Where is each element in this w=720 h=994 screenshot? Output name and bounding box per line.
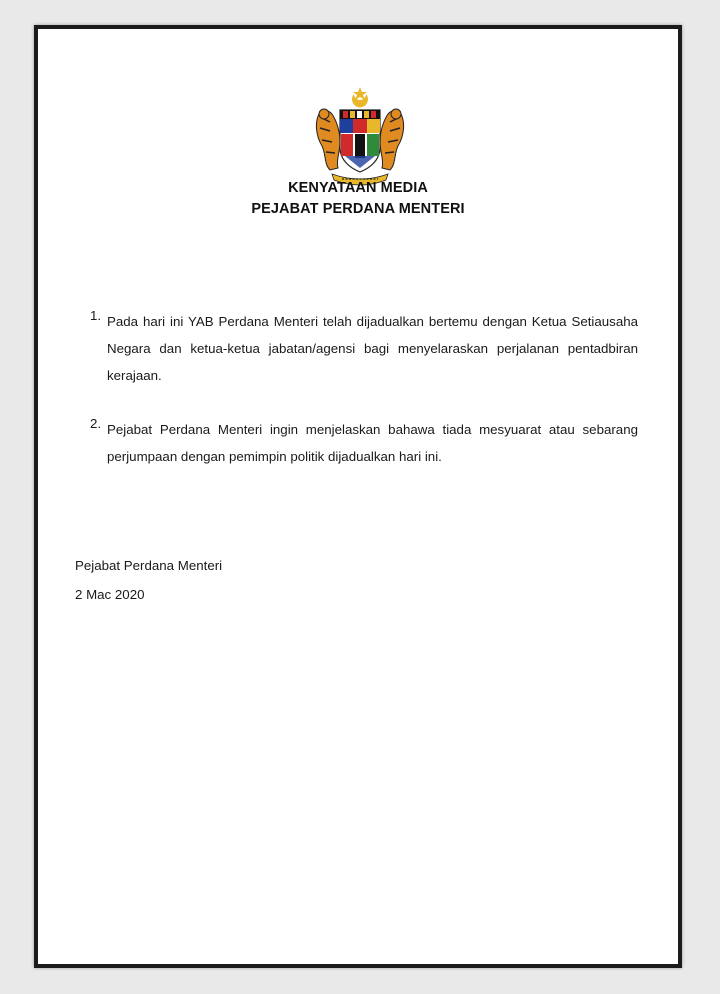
paragraph-1 [90,308,638,389]
paragraph-text: Pada hari ini YAB Perdana Menteri telah dijadualkan bertemu dengan Ketua Setiausaha Negara dan ketua-ketua jabatan/agensi bagi menyelaraskan perjalanan pentadbiran kerajaan. [107,314,638,383]
heading-pejabat: PEJABAT PERDANA MENTERI [251,201,465,217]
paragraph-number: 1. [90,308,102,323]
paragraph-number: 2. [90,416,102,431]
left-tiger-icon [316,110,340,170]
paragraph-text: Pejabat Perdana Menteri ingin menjelaskan bahawa tiada mesyuarat atau sebarang perjumpaan dengan pemimpin politik dijadualkan hari ini. [107,422,638,464]
signoff-date: 2 Mac 2020 [75,587,145,602]
malaysia-coat-of-arms-icon [310,84,410,190]
heading-kenyataan-media: KENYATAAN MEDIA [288,180,428,196]
right-tiger-icon [380,110,404,170]
signoff-office: Pejabat Perdana Menteri [75,558,223,573]
document-page [34,25,682,968]
paragraph-2 [90,416,638,470]
